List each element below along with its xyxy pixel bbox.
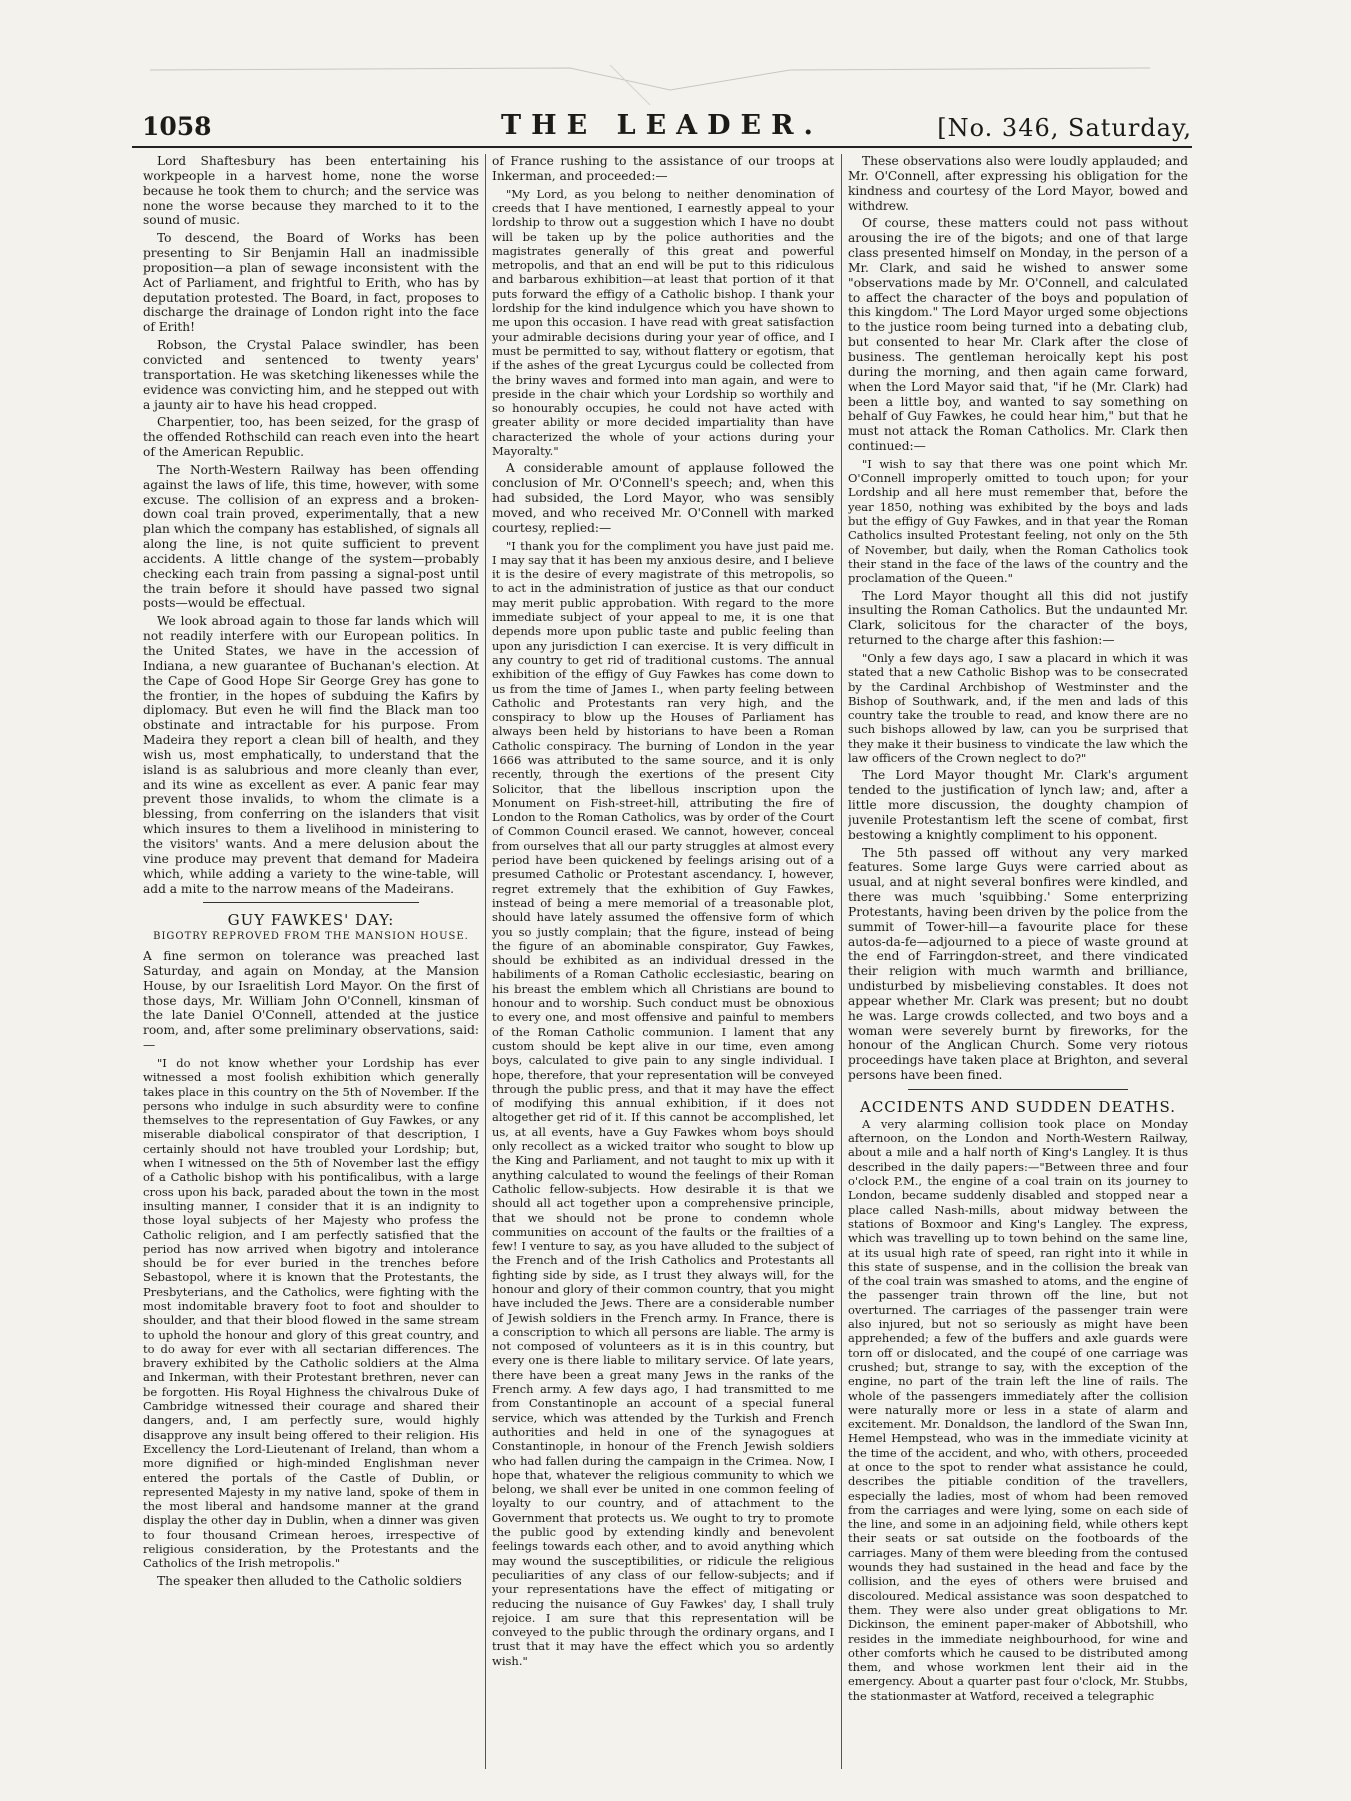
paragraph: A considerable amount of applause followed the conclusion of Mr. O'Connell's speech; and, when this had subsided, the Lord Mayor, who was sensibly moved, and who received Mr. O'Connell with marked courtesy, replied:—: [492, 461, 834, 535]
quoted-speech: "I wish to say that there was one point which Mr. O'Connell improperly omitted to touch upon; for your Lordship and all here must remember that, before the year 1850, nothing was exhibited by the boys and lads but the effigy of Guy Fawkes, and in that year the Roman Catholics insulted Protestant feeling, not only on the 5th of November, but daily, when the Roman Catholics took their stand in the face of the laws of the country and the proclamation of the Queen.": [848, 456, 1188, 586]
scan-artifact: [150, 60, 1150, 110]
paragraph: We look abroad again to those far lands which will not readily interfere with our European politics. In the United States, we have in the accession of Indiana, a new guarantee of Buchanan's election. At the Cape of Good Hope Sir George Grey has gone to the frontier, in the hopes of subduing the Kafirs by diplomacy. But even he will find the Black man too obstinate and intractable for his purpose. From Madeira they report a clean bill of health, and they wish us, most emphatically, to understand that the island is as salubrious and more cleanly than ever, and its wine as excellent as ever. A panic fear may prevent those invalids, to whom the climate is a blessing, from conferring on the islanders that visit which insures to them a livelihood in ministering to the visitors' wants. And a mere delusion about the vine produce may prevent that demand for Madeira which, while adding a variety to the wine-table, will add a mite to the narrow means of the Madeirans.: [143, 614, 479, 896]
paragraph: To descend, the Board of Works has been presenting to Sir Benjamin Hall an inadmissible proposition—a plan of sewage inconsistent with the Act of Parliament, and frightful to Erith, who has by deputation protested. The Board, in fact, proposes to discharge the drainage of London right into the face of Erith!: [143, 231, 479, 335]
paragraph: Robson, the Crystal Palace swindler, has been convicted and sentenced to twenty years' transportation. He was sketching likenesses while the evidence was convicting him, and he stepped out with a jaunty air to have his head cropped.: [143, 338, 479, 412]
column-rule: [841, 154, 842, 1769]
paragraph: The Lord Mayor thought Mr. Clark's argument tended to the justification of lynch law; and, after a little more discussion, the doughty champion of juvenile Protestantism left the scene of combat, first bestowing a knightly compliment to his opponent.: [848, 768, 1188, 842]
column-rule: [485, 154, 486, 1769]
section-divider: [203, 902, 419, 903]
quoted-speech: "I thank you for the compliment you have just paid me. I may say that it has been my anxious desire, and I believe it is the desire of every magistrate of this metropolis, so to act in the administration of justice as that our conduct may merit public approbation. With regard to the more immediate subject of your appeal to me, it is one that depends more upon public taste and public feeling than upon any jurisdiction I can exercise. It is very difficult in any country to get rid of traditional customs. The annual exhibition of the effigy of Guy Fawkes has come down to us from the time of James I., when party feeling between Catholic and Protestants ran very high, and the conspiracy to blow up the Houses of Parliament has always been held by historians to have been a Roman Catholic conspiracy. The burning of London in the year 1666 was attributed to the same source, and it is only recently, through the exertions of the present City Solicitor, that the libellous inscription upon the Monument on Fish-street-hill, attributing the fire of London to the Roman Catholics, was by order of the Court of Common Council erased. We cannot, however, conceal from ourselves that all our party struggles at almost every period have been quickened by feelings arising out of a presumed Catholic or Protestant ascendancy. I, however, regret extremely that the exhibition of Guy Fawkes, instead of being a mere memorial of a treasonable plot, should have lately assumed the offensive form of which you so justly complain; that the figure, instead of being the figure of an abominable conspirator, Guy Fawkes, should be exhibited as an individual dressed in the habiliments of a Roman Catholic ecclesiastic, bearing on his breast the emblem which all Christians are bound to honour and to worship. Such conduct must be obnoxious to every one, and most offensive and painful to members of the Roman Catholic communion. I lament that any custom should be kept alive in our time, even among boys, calculated to give pain to any single individual. I hope, therefore, that your representation will be conveyed through the public press, and that it may have the effect of modifying this annual exhibition, if it does not altogether get rid of it. If this cannot be accomplished, let us, at all events, have a Guy Fawkes whom boys should only recollect as a wicked traitor who sought to blow up the King and Parliament, and not taught to mix up with it anything calculated to wound the feelings of their Roman Catholic fellow-subjects. How desirable it is that we should all act together upon a comprehensive principle, that we should not be prone to condemn whole communities on account of the faults or the frailties of a few! I venture to say, as you have alluded to the subject of the French and of the Irish Catholics and Protestants all fighting side by side, as I trust they always will, for the honour and glory of their common country, that you might have included the Jews. There are a considerable number of Jewish soldiers in the French army. In France, there is a conscription to which all persons are liable. The army is not composed of volunteers as it is in this country, but every one is there liable to military service. Of late years, there have been a great many Jews in the ranks of the French army. A few days ago, I had transmitted to me from Constantinople an account of a special funeral service, which was attended by the Turkish and French authorities and held in one of the synagogues at Constantinople, in honour of the French Jewish soldiers who had fallen during the campaign in the Crimea. Now, I hope that, whatever the religious community to which we belong, we shall ever be united in one common feeling of loyalty to our country, and of attachment to the Government that protects us. We ought to try to promote the public good by extending kindly and benevolent feelings towards each other, and to avoid anything which may wound the susceptibilities, or ridicule the religious peculiarities of any class of our fellow-subjects; and if your representations have the effect of mitigating or reducing the nuisance of Guy Fawkes' day, I shall truly rejoice. I am sure that this representation will be conveyed to the public through the ordinary organs, and I trust that it may have the effect which you so ardently wish.": [492, 538, 834, 1668]
quoted-speech: "I do not know whether your Lordship has ever witnessed a most foolish exhibition which generally takes place in this country on the 5th of November. If the persons who indulge in such absurdity were to confine themselves to the representation of Guy Fawkes, or any miserable diabolical conspirator of that description, I certainly should not have troubled your Lordship; but, when I witnessed on the 5th of November last the effigy of a Catholic bishop with his pontificalibus, with a large cross upon his back, paraded about the town in the most insulting manner, I consider that it is an indignity to those loyal subjects of her Majesty who profess the Catholic religion, and I am perfectly satisfied that the period has now arrived when bigotry and intolerance should be for ever buried in the trenches before Sebastopol, where it is known that the Protestants, the Presbyterians, and the Catholics, were fighting with the most indomitable bravery foot to foot and shoulder to shoulder, and that their blood flowed in the same stream to uphold the honour and glory of this great country, and to do away for ever with all sectarian differences. The bravery exhibited by the Catholic soldiers at the Alma and Inkerman, with their Protestant brethren, never can be forgotten. His Royal Highness the chivalrous Duke of Cambridge witnessed their courage and shared their dangers, and, I am perfectly sure, would highly disapprove any insult being offered to their religion. His Excellency the Lord-Lieutenant of Ireland, than whom a more dignified or high-minded Englishman never entered the portals of the Castle of Dublin, or represented Majesty in my native land, spoke of them in the most liberal and handsome manner at the grand display the other day in Dublin, when a dinner was given to four thousand Crimean heroes, irrespective of religious consideration, by the Protestants and the Catholics of the Irish metropolis.": [143, 1055, 479, 1571]
section-divider: [908, 1089, 1128, 1090]
quoted-speech: "Only a few days ago, I saw a placard in which it was stated that a new Catholic Bishop was to be consecrated by the Cardinal Archbishop of Westminster and the Bishop of Southwark, and, if the men and lads of this country take the trouble to read, and know there are no such bishops allowed by law, can you be surprised that they make it their business to vindicate the law which the law officers of the Crown neglect to do?": [848, 650, 1188, 765]
quoted-speech: "My Lord, as you belong to neither denomination of creeds that I have mentioned, I earnestly appeal to your lordship to throw out a suggestion which I have no doubt will be taken up by the police authorities and the magistrates generally of this great and powerful metropolis, and that an end will be put to this ridiculous and barbarous exhibition—at least that portion of it that puts forward the effigy of a Catholic bishop. I thank your lordship for the kind indulgence which you have shown to me upon this occasion. I have read with great satisfaction your admirable decisions during your year of office, and I must be permitted to say, without flattery or egotism, that if the ashes of the great Lycurgus could be collected from the briny waves and formed into man again, and were to preside in the chair which your Lordship so worthily and so honourably occupies, he could not have acted with greater ability or more decided impartiality than have characterized the whole of your actions during your Mayoralty.": [492, 186, 834, 459]
column-3: [848, 154, 1188, 1769]
page-number: 1058: [142, 112, 212, 141]
paragraph: The speaker then alluded to the Catholic soldiers: [157, 1573, 462, 1588]
paragraph: These observations also were loudly applauded; and Mr. O'Connell, after expressing his obligation for the kindness and courtesy of the Lord Mayor, bowed and withdrew.: [848, 154, 1188, 213]
page-header: [132, 112, 1192, 148]
paragraph: Lord Shaftesbury has been entertaining his workpeople in a harvest home, none the worse because he took them to church; and the service was none the worse because they marched to it to the sound of music.: [143, 154, 479, 228]
paragraph: The North-Western Railway has been offending against the laws of life, this time, however, with some excuse. The collision of an express and a broken-down coal train proved, experimentally, that a new plan which the company has established, of signals all along the line, is not quite sufficient to prevent accidents. A little change of the system—probably checking each train from passing a signal-post until the train before it should have passed two signal posts—would be effectual.: [143, 462, 479, 611]
article-subheading: BIGOTRY REPROVED FROM THE MANSION HOUSE.: [153, 931, 469, 943]
paragraph: Of course, these matters could not pass without arousing the ire of the bigots; and one of that large class presented himself on Monday, in the person of a Mr. Clark, and said he wished to answer some "observations made by Mr. O'Connell, and calculated to affect the character of the boys and population of this kingdom." The Lord Mayor urged some objections to the justice room being turned into a debating club, but consented to hear Mr. Clark after the close of business. The gentleman heroically kept his post during the morning, and then again came forward, when the Lord Mayor said that, "if he (Mr. Clark) had been a little boy, and wanted to say something on behalf of Guy Fawkes, he could hear him," but that he must not attack the Roman Catholics. Mr. Clark then continued:—: [848, 216, 1188, 454]
paragraph: A very alarming collision took place on Monday afternoon, on the London and North-Western Railway, about a mile and a half north of King's Langley. It is thus described in the daily papers:—"Between three and four o'clock P.M., the engine of a coal train on its journey to London, became suddenly disabled and stopped near a place called Nash-mills, about midway between the stations of Boxmoor and King's Langley. The express, which was travelling up to town behind on the same line, at its usual high rate of speed, ran right into it while in this state of suspense, and in the collision the break van of the coal train was smashed to atoms, and the engine of the passenger train thrown off the line, but not overturned. The carriages of the passenger train were also injured, but not so seriously as might have been apprehended; a few of the buffers and axle guards were torn off or dislocated, and the coupé of one carriage was crushed; but, strange to say, with the exception of the engine, no part of the train left the line of rails. The whole of the passengers immediately after the collision were naturally more or less in a state of alarm and excitement. Mr. Donaldson, the landlord of the Swan Inn, Hemel Hempstead, who was in the immediate vicinity at the time of the accident, and who, with others, proceeded at once to the spot to render what assistance he could, describes the pitiable condition of the travellers, especially the ladies, most of whom had been removed from the carriages and were lying, some on each side of the line, and some in an adjoining field, while others kept their seats or sat outside on the footboards of the carriages. Many of them were bleeding from the contused wounds they had sustained in the head and face by the collision, and the eyes of others were bruised and discoloured. Medical assistance was soon despatched to them. They were also under great obligations to Mr. Dickinson, the eminent paper-maker of Abbotshill, who resides in the immediate neighbourhood, for wine and other comforts which he caused to be distributed among them, and whose workmen lent their aid in the emergency. About a quarter past four o'clock, Mr. Stubbs, the stationmaster at Watford, received a telegraphic: [848, 1116, 1188, 1703]
column-2: [492, 154, 834, 1769]
column-1: [143, 154, 479, 1769]
issue-label: [No. 346, Saturday,: [937, 114, 1192, 142]
article-heading: GUY FAWKES' DAY:: [227, 911, 395, 930]
article-heading: ACCIDENTS AND SUDDEN DEATHS.: [859, 1098, 1176, 1117]
masthead-title: THE LEADER.: [501, 110, 823, 141]
paragraph: The 5th passed off without any very marked features. Some large Guys were carried about as usual, and at night several bonfires were kindled, and there was much 'squibbing.' Some enterprizing Protestants, having been driven by the police from the summit of Tower-hill—a favourite place for these autos-da-fe—adjourned to a piece of waste ground at the end of Farringdon-street, and there vindicated their religion with much warmth and brilliance, undisturbed by misbelieving constables. It does not appear whether Mr. Clark was present; but no doubt he was. Large crowds collected, and two boys and a woman were severely burnt by fireworks, for the honour of the Anglican Church. Some very riotous proceedings have taken place at Brighton, and several persons have been fined.: [848, 845, 1188, 1083]
paragraph: A fine sermon on tolerance was preached last Saturday, and again on Monday, at the Mansion House, by our Israelitish Lord Mayor. On the first of those days, Mr. William John O'Connell, kinsman of the late Daniel O'Connell, attended at the justice room, and, after some preliminary observations, said:—: [143, 949, 479, 1053]
paragraph: of France rushing to the assistance of our troops at Inkerman, and proceeded:—: [492, 154, 834, 183]
paragraph: Charpentier, too, has been seized, for the grasp of the offended Rothschild can reach even into the heart of the American Republic.: [143, 415, 479, 460]
paragraph: The Lord Mayor thought all this did not justify insulting the Roman Catholics. But the undaunted Mr. Clark, solicitous for the character of the boys, returned to the charge after this fashion:—: [848, 588, 1188, 648]
